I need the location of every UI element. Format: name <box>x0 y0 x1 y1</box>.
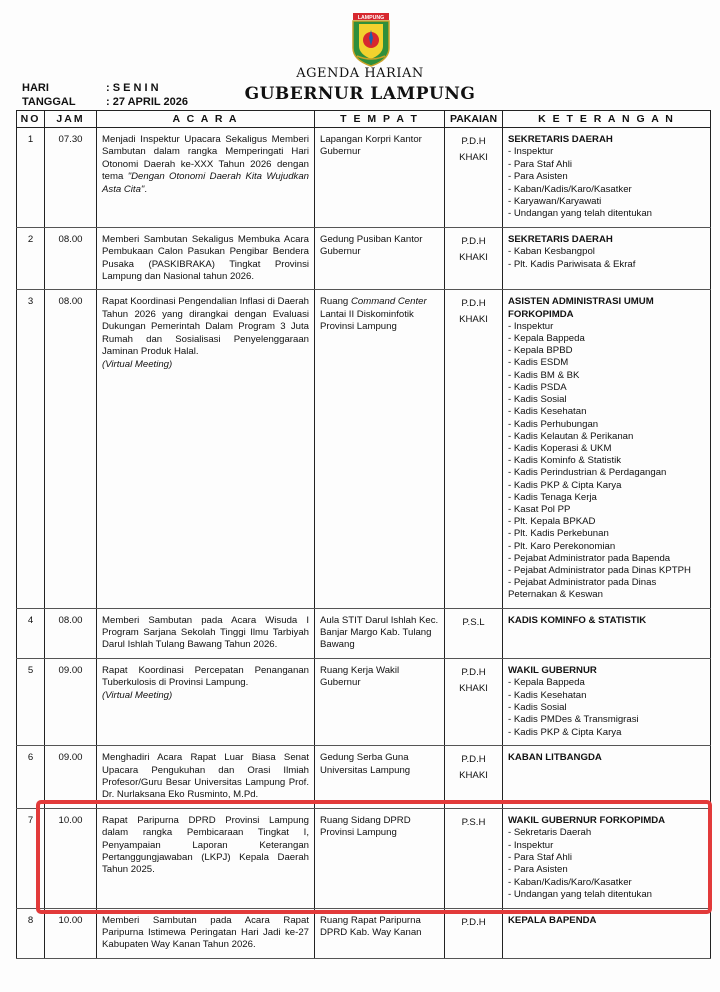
row-location: Lapangan Korpri Kantor Gubernur <box>315 128 445 228</box>
notes-head: SEKRETARIS DAERAH <box>508 233 613 245</box>
notes-item: - Kepala Bappeda <box>508 333 585 345</box>
table-row <box>17 908 711 958</box>
row-event: Memberi Sambutan pada Acara Wisuda I Program Sarjana Sekolah Tinggi Ilmu Tarbiyah Darul Ishlah Tulang Bawang Tahun 2026. <box>97 608 315 658</box>
row-event <box>97 290 315 608</box>
attire-code: P.D.H <box>461 666 486 678</box>
row-notes <box>503 608 711 658</box>
notes-head: SEKRETARIS DAERAH <box>508 134 613 145</box>
notes-item: - Kepala Bappeda <box>508 677 585 689</box>
row-event <box>97 658 315 745</box>
table-row <box>17 658 711 745</box>
col-header-no: NO <box>17 111 45 128</box>
date-line <box>22 96 188 108</box>
notes-item: - Kadis PKP & Cipta Karya <box>508 726 622 738</box>
notes-item: - Kadis Sosial <box>508 701 567 713</box>
emblem-text: LAMPUNG <box>357 15 385 21</box>
col-header-acara: A C A R A <box>97 111 315 128</box>
row-attire <box>445 658 503 745</box>
attire-color: KHAKI <box>459 682 488 694</box>
row-location: Ruang Rapat Paripurna DPRD Kab. Way Kanan <box>315 908 445 958</box>
notes-head: ASISTEN ADMINISTRASI UMUM FORKOPIMDA <box>508 296 654 320</box>
row-event: Rapat Paripurna DPRD Provinsi Lampung dalam rangka Pembicaraan Tingkat I, Penyampaian Laporan Keterangan Pertanggungjawaban (LKPJ) Kepala Daerah Tahun 2025. <box>97 808 315 908</box>
event-tail: . <box>144 183 148 195</box>
row-no: 4 <box>17 608 45 658</box>
col-header-jam: JAM <box>45 111 97 128</box>
event-text: Menjadi Inspektur Upacara Sekaligus Memberi Sambutan dalam rangka Memperingati Hari Otonomi Daerah ke-XXX Tahun 2026 dengan tema <box>102 134 309 183</box>
notes-item: - Inspektur <box>508 839 554 851</box>
notes-item: - Undangan yang telah ditentukan <box>508 889 653 901</box>
virtual-meeting-note: (Virtual Meeting) <box>102 358 173 370</box>
governor-title: GUBERNUR LAMPUNG <box>244 84 476 104</box>
row-notes <box>503 746 711 809</box>
notes-item: - Kadis BM & BK <box>508 369 580 381</box>
attire-color: KHAKI <box>459 152 488 163</box>
notes-item: - Inspektur <box>508 320 554 332</box>
row-notes <box>503 658 711 745</box>
attire-color: KHAKI <box>459 314 488 326</box>
date-value: : 27 APRIL 2026 <box>106 96 188 108</box>
notes-item: - Kadis PKP & Cipta Karya <box>508 479 622 491</box>
attire-code: P.S.L <box>462 616 485 628</box>
row-notes <box>503 227 711 290</box>
notes-item: - Kadis Kesehatan <box>508 689 587 701</box>
location-text: Ruang <box>320 296 351 308</box>
col-header-pakaian: PAKAIAN <box>445 111 503 128</box>
notes-item: - Para Asisten <box>508 864 568 876</box>
row-location: Ruang Sidang DPRD Provinsi Lampung <box>315 808 445 908</box>
row-attire <box>445 608 503 658</box>
day-label: HARI <box>22 82 49 94</box>
notes-item: - Undangan yang telah ditentukan <box>508 208 653 220</box>
notes-item: - Kadis ESDM <box>508 357 569 369</box>
row-notes <box>503 290 711 608</box>
row-time: 08.00 <box>45 290 97 608</box>
notes-item: - Kasat Pol PP <box>508 503 571 515</box>
row-attire <box>445 128 503 228</box>
notes-head: WAKIL GUBERNUR <box>508 664 597 676</box>
attire-code: P.D.H <box>461 136 486 147</box>
attire-code: P.D.H <box>461 298 486 310</box>
row-location: Aula STIT Darul Ishlah Kec. Banjar Margo Kab. Tulang Bawang <box>315 608 445 658</box>
notes-item: - Pejabat Administrator pada Dinas Peternakan & Keswan <box>508 577 657 601</box>
notes-item: - Kadis PMDes & Transmigrasi <box>508 714 639 726</box>
row-event: Memberi Sambutan Sekaligus Membuka Acara Pembukaan Calon Pasukan Pengibar Bendera Pusaka (PASKIBRAKA) Tingkat Provinsi Lampung dan Nasional tahun 2026. <box>97 227 315 290</box>
row-time: 07.30 <box>45 128 97 228</box>
notes-item: - Kadis Sosial <box>508 394 567 406</box>
notes-item: - Kadis PSDA <box>508 381 567 393</box>
notes-item: - Kadis Kesehatan <box>508 406 587 418</box>
row-attire <box>445 227 503 290</box>
highlight-box <box>36 800 712 914</box>
row-time: 09.00 <box>45 746 97 809</box>
table-row <box>17 608 711 658</box>
notes-item: - Pejabat Administrator pada Bapenda <box>508 552 671 564</box>
notes-item: - Para Staf Ahli <box>508 852 572 864</box>
col-header-tempat: T E M P A T <box>315 111 445 128</box>
row-time: 08.00 <box>45 227 97 290</box>
row-event: Memberi Sambutan pada Acara Rapat Paripurna Istimewa Peringatan Hari Jadi ke-27 Kabupaten Way Kanan Tahun 2026. <box>97 908 315 958</box>
row-notes <box>503 908 711 958</box>
row-event: Menghadiri Acara Rapat Luar Biasa Senat Upacara Pengukuhan dan Orasi Ilmiah Profesor/Guru Besar Universitas Lampung Prof. Dr. Nurlaksana Eko Rusminto, M.Pd. <box>97 746 315 809</box>
event-theme: "Dengan Otonomi Daerah Kita Wujudkan Asta Cita" <box>102 171 310 195</box>
notes-item: - Plt. Kadis Pariwisata & Ekraf <box>508 258 636 270</box>
row-location: Gedung Serba Guna Universitas Lampung <box>315 746 445 809</box>
row-no: 8 <box>17 908 45 958</box>
row-event <box>97 128 315 228</box>
attire-code: P.D.H <box>461 754 486 766</box>
date-label: TANGGAL <box>22 96 76 108</box>
row-time: 09.00 <box>45 658 97 745</box>
lampung-emblem-icon <box>349 10 393 68</box>
table-row <box>17 746 711 809</box>
notes-item: - Plt. Kepala BPKAD <box>508 516 596 528</box>
table-row <box>17 128 711 228</box>
attire-color: KHAKI <box>459 251 488 263</box>
row-attire <box>445 746 503 809</box>
notes-item: - Kepala BPBD <box>508 345 573 357</box>
notes-item: - Plt. Kadis Perkebunan <box>508 528 609 540</box>
agenda-title: AGENDA HARIAN <box>296 66 424 81</box>
notes-item: - Kadis Perindustrian & Perdagangan <box>508 467 667 479</box>
row-time: 10.00 <box>45 808 97 908</box>
row-no: 1 <box>17 128 45 228</box>
row-time: 08.00 <box>45 608 97 658</box>
event-text: Rapat Koordinasi Percepatan Penanganan Tuberkulosis di Provinsi Lampung. <box>102 664 309 689</box>
attire-code: P.D.H <box>461 235 486 247</box>
notes-item: - Para Staf Ahli <box>508 158 572 170</box>
row-no: 5 <box>17 658 45 745</box>
row-location: Gedung Pusiban Kantor Gubernur <box>315 227 445 290</box>
notes-item: - Kadis Kelautan & Perikanan <box>508 430 634 442</box>
notes-head: KADIS KOMINFO & STATISTIK <box>508 614 647 626</box>
day-value: : S E N I N <box>106 82 159 94</box>
notes-item: - Plt. Karo Perekonomian <box>508 540 616 552</box>
row-attire <box>445 290 503 608</box>
row-location: Ruang Kerja Wakil Gubernur <box>315 658 445 745</box>
day-line <box>22 82 159 94</box>
location-em: Command Center <box>350 296 427 308</box>
event-text: Rapat Koordinasi Pengendalian Inflasi di Daerah Tahun 2026 yang dirangkai dengan Evaluasi Dukungan Pemerintah Dalam Program 3 Juta Rumah dan Sosialisasi Penyelenggaraan Jaminan Produk Halal. <box>102 296 309 358</box>
notes-item: - Sekretaris Daerah <box>508 827 592 839</box>
row-no: 7 <box>17 808 45 908</box>
attire-code: P.S.H <box>461 816 486 828</box>
col-header-keterangan: K E T E R A N G A N <box>503 111 711 128</box>
notes-item: - Kadis Perhubungan <box>508 418 599 430</box>
notes-head: KEPALA BAPENDA <box>508 914 597 926</box>
attire-code: P.D.H <box>461 916 486 928</box>
notes-item: - Inspektur <box>508 146 554 158</box>
notes-item: - Karyawan/Karyawati <box>508 196 602 208</box>
notes-item: - Kadis Tenaga Kerja <box>508 491 597 503</box>
row-time: 10.00 <box>45 908 97 958</box>
notes-item: - Kaban Kesbangpol <box>508 246 595 258</box>
notes-item: - Kadis Kominfo & Statistik <box>508 455 622 467</box>
row-attire <box>445 908 503 958</box>
notes-head: WAKIL GUBERNUR FORKOPIMDA <box>508 814 666 826</box>
notes-item: - Pejabat Administrator pada Dinas KPTPH <box>508 564 691 576</box>
notes-item: - Para Asisten <box>508 171 568 183</box>
table-row <box>17 290 711 608</box>
row-no: 2 <box>17 227 45 290</box>
notes-head: KABAN LITBANGDA <box>508 752 602 764</box>
notes-item: - Kadis Koperasi & UKM <box>508 442 612 454</box>
table-header-row <box>17 111 711 128</box>
virtual-meeting-note: (Virtual Meeting) <box>102 689 173 701</box>
notes-item: - Kaban/Kadis/Karo/Kasatker <box>508 183 632 195</box>
attire-color: KHAKI <box>459 770 488 782</box>
table-row <box>17 227 711 290</box>
location-tail: Lantai II Diskominfotik Provinsi Lampung <box>320 308 414 333</box>
row-location <box>315 290 445 608</box>
row-notes <box>503 128 711 228</box>
row-no: 6 <box>17 746 45 809</box>
notes-item: - Kaban/Kadis/Karo/Kasatker <box>508 876 632 888</box>
row-no: 3 <box>17 290 45 608</box>
